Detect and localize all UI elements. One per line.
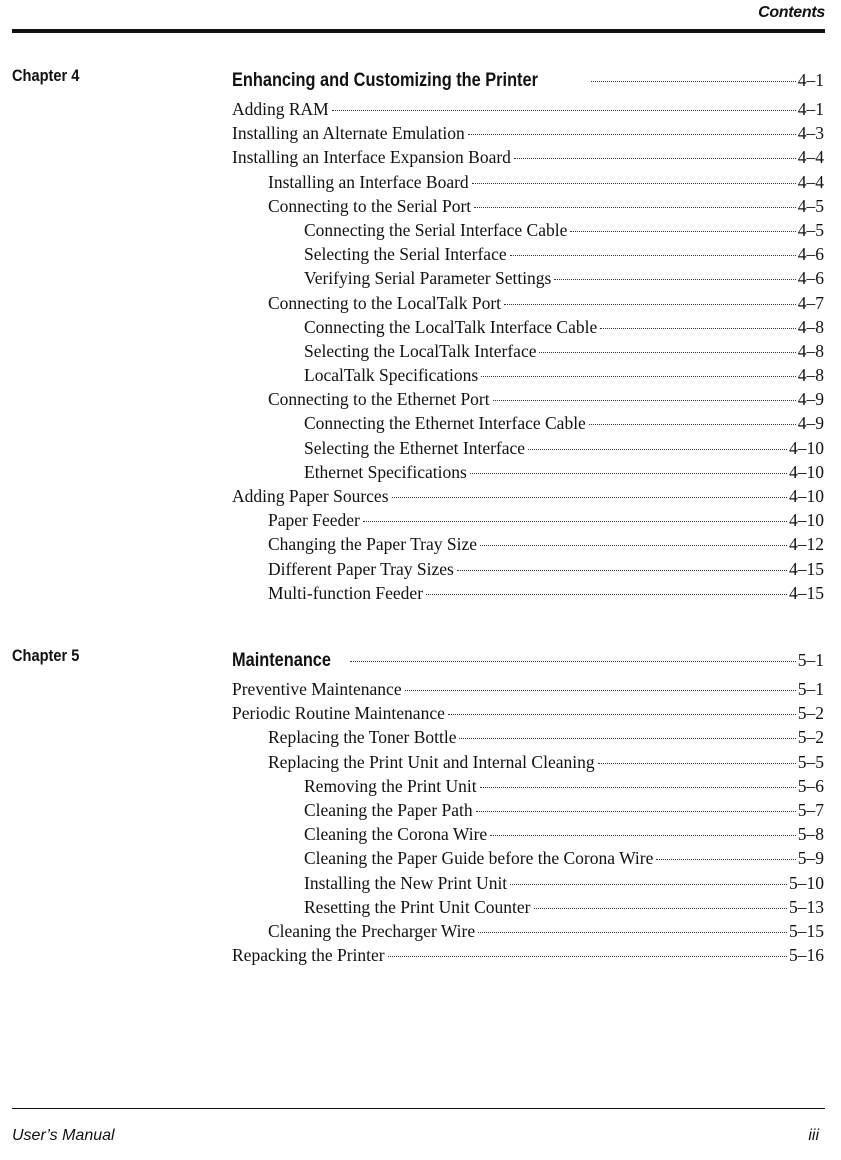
toc-entry[interactable] <box>232 218 824 242</box>
entry-title: Maintenance <box>232 650 331 671</box>
header-rule <box>12 29 825 33</box>
dot-leader <box>405 690 796 691</box>
toc-entry[interactable] <box>232 822 824 846</box>
entry-title: Replacing the Toner Bottle <box>268 727 457 748</box>
entry-title: Resetting the Print Unit Counter <box>304 896 531 917</box>
dot-leader <box>350 661 796 662</box>
page-number: 4–8 <box>797 340 824 361</box>
dot-leader <box>514 158 796 159</box>
toc-entry[interactable] <box>232 677 824 701</box>
dot-leader <box>554 279 795 280</box>
manual-name: User’s Manual <box>12 1127 115 1144</box>
toc-entry[interactable] <box>232 725 824 749</box>
page-number: 5–9 <box>797 848 824 869</box>
page-number: 5–1 <box>797 679 824 699</box>
dot-leader <box>332 110 796 111</box>
entry-title: Connecting the Ethernet Interface Cable <box>304 413 586 434</box>
page-number: 4–8 <box>797 365 824 386</box>
page-number: 4–9 <box>797 389 824 410</box>
toc-entry[interactable] <box>232 798 824 822</box>
dot-leader <box>510 884 787 885</box>
dot-leader <box>470 473 787 474</box>
page-number: 4–5 <box>797 219 824 240</box>
toc-entry[interactable] <box>232 750 824 774</box>
entry-title: Repacking the Printer <box>232 945 385 966</box>
entry-title: Installing an Alternate Emulation <box>232 123 465 144</box>
entry-title: Installing an Interface Board <box>268 171 469 192</box>
dot-leader <box>468 134 796 135</box>
entry-title: Installing the New Print Unit <box>304 872 508 893</box>
toc-entry[interactable] <box>232 460 824 484</box>
toc-entry[interactable] <box>232 508 824 532</box>
toc-entry[interactable] <box>232 411 824 435</box>
dot-leader <box>656 859 795 860</box>
footer-rule <box>12 1108 825 1109</box>
toc-entry[interactable] <box>232 363 824 387</box>
toc-entry[interactable] <box>232 266 824 290</box>
dot-leader <box>600 328 796 329</box>
entry-title: Selecting the LocalTalk Interface <box>304 340 537 361</box>
dot-leader <box>480 787 796 788</box>
entry-title: Cleaning the Paper Path <box>304 799 473 820</box>
page-number: 4–10 <box>789 510 824 531</box>
entry-title: Changing the Paper Tray Size <box>268 534 478 555</box>
entry-title: Adding Paper Sources <box>232 486 389 506</box>
dot-leader <box>426 594 787 595</box>
entry-title: Multi-function Feeder <box>268 582 424 603</box>
page-footer <box>12 1108 825 1158</box>
page-header <box>12 0 825 38</box>
entry-title: Removing the Print Unit <box>304 775 477 796</box>
toc-list <box>232 66 824 605</box>
entry-title: Installing an Interface Expansion Board <box>232 147 511 168</box>
toc-entry[interactable] <box>232 943 824 967</box>
page-number: 4–3 <box>797 123 824 144</box>
dot-leader <box>510 255 796 256</box>
dot-leader <box>539 352 795 353</box>
toc-entry[interactable] <box>232 145 824 169</box>
entry-title: Verifying Serial Parameter Settings <box>304 268 552 289</box>
dot-leader <box>598 763 796 764</box>
chapter-title-entry[interactable] <box>232 66 824 94</box>
entry-title: LocalTalk Specifications <box>304 365 479 386</box>
entry-title: Connecting to the LocalTalk Port <box>268 292 502 313</box>
entry-title: Cleaning the Precharger Wire <box>268 920 476 941</box>
page-number: 5–6 <box>797 775 824 796</box>
toc-entry[interactable] <box>232 436 824 460</box>
toc-entry[interactable] <box>232 871 824 895</box>
toc-entry[interactable] <box>232 484 824 508</box>
dot-leader <box>591 81 796 82</box>
page-number: 4–10 <box>789 486 824 506</box>
page-number: 5–16 <box>789 945 824 966</box>
dot-leader <box>493 400 796 401</box>
toc-entry[interactable] <box>232 291 824 315</box>
entry-title: Selecting the Ethernet Interface <box>304 437 526 458</box>
page-number: 5–15 <box>789 920 824 941</box>
toc-entry[interactable] <box>232 170 824 194</box>
toc-entry[interactable] <box>232 895 824 919</box>
page-number: 4–1 <box>797 70 824 90</box>
entry-title: Replacing the Print Unit and Internal Cleaning <box>268 751 595 772</box>
page-number: 5–5 <box>797 751 824 772</box>
dot-leader <box>570 231 795 232</box>
page-number: 4–1 <box>797 99 824 119</box>
toc-entry[interactable] <box>232 315 824 339</box>
toc-list <box>232 646 824 967</box>
page-number: 4–12 <box>789 534 824 555</box>
page-number: 5–13 <box>789 896 824 917</box>
toc-entry[interactable] <box>232 581 824 605</box>
entry-title: Periodic Routine Maintenance <box>232 703 445 724</box>
page-number: 4–5 <box>797 195 824 216</box>
page-number: 4–4 <box>797 147 824 168</box>
page-number: 5–2 <box>797 703 824 724</box>
entry-title: Ethernet Specifications <box>304 461 467 482</box>
dot-leader <box>472 183 796 184</box>
entry-title: Adding RAM <box>232 99 329 119</box>
page-number: 4–6 <box>797 244 824 265</box>
page-number: 5–1 <box>797 650 824 670</box>
dot-leader <box>589 424 796 425</box>
page-folio: iii <box>808 1127 819 1144</box>
page-number: 5–8 <box>797 824 824 845</box>
toc-entry[interactable] <box>232 701 824 725</box>
page-number: 4–7 <box>797 292 824 313</box>
toc-entry[interactable] <box>232 339 824 363</box>
dot-leader <box>481 376 796 377</box>
page-number: 4–8 <box>797 316 824 337</box>
chapter-title-entry[interactable] <box>232 646 824 674</box>
dot-leader <box>459 738 795 739</box>
page-number: 4–10 <box>789 461 824 482</box>
dot-leader <box>476 811 796 812</box>
entry-title: Connecting the Serial Interface Cable <box>304 219 568 240</box>
toc-entry[interactable] <box>232 557 824 581</box>
dot-leader <box>504 304 796 305</box>
page-number: 4–15 <box>789 582 824 603</box>
dot-leader <box>528 449 787 450</box>
toc-entry[interactable] <box>232 532 824 556</box>
chapter-label: Chapter 4 <box>12 66 80 85</box>
dot-leader <box>480 545 787 546</box>
page-number: 4–4 <box>797 171 824 192</box>
entry-title: Cleaning the Corona Wire <box>304 824 488 845</box>
dot-leader <box>478 932 787 933</box>
entry-title: Cleaning the Paper Guide before the Corona Wire <box>304 848 654 869</box>
entry-title: Paper Feeder <box>268 510 360 531</box>
entry-title: Connecting the LocalTalk Interface Cable <box>304 316 598 337</box>
toc-entry[interactable] <box>232 919 824 943</box>
dot-leader <box>474 207 796 208</box>
entry-title: Connecting to the Serial Port <box>268 195 472 216</box>
page-number: 4–6 <box>797 268 824 289</box>
page-number: 5–7 <box>797 799 824 820</box>
page-number: 4–15 <box>789 558 824 579</box>
dot-leader <box>457 570 787 571</box>
running-title: Contents <box>758 4 825 21</box>
entry-title: Connecting to the Ethernet Port <box>268 389 490 410</box>
dot-leader <box>448 714 796 715</box>
page-number: 5–2 <box>797 727 824 748</box>
dot-leader <box>392 497 787 498</box>
toc-entry[interactable] <box>232 387 824 411</box>
toc-entry[interactable] <box>232 774 824 798</box>
chapter-label: Chapter 5 <box>12 646 80 665</box>
entry-title: Different Paper Tray Sizes <box>268 558 454 579</box>
toc-entry[interactable] <box>232 194 824 218</box>
page-number: 5–10 <box>789 872 824 893</box>
page-number: 4–10 <box>789 437 824 458</box>
toc-entry[interactable] <box>232 846 824 870</box>
entry-title: Enhancing and Customizing the Printer <box>232 70 538 91</box>
dot-leader <box>388 956 787 957</box>
toc-entry[interactable] <box>232 121 824 145</box>
toc-entry[interactable] <box>232 242 824 266</box>
toc-entry[interactable] <box>232 97 824 121</box>
dot-leader <box>363 521 787 522</box>
entry-title: Selecting the Serial Interface <box>304 244 507 265</box>
dot-leader <box>490 835 796 836</box>
entry-title: Preventive Maintenance <box>232 679 402 699</box>
page-number: 4–9 <box>797 413 824 434</box>
dot-leader <box>534 908 787 909</box>
